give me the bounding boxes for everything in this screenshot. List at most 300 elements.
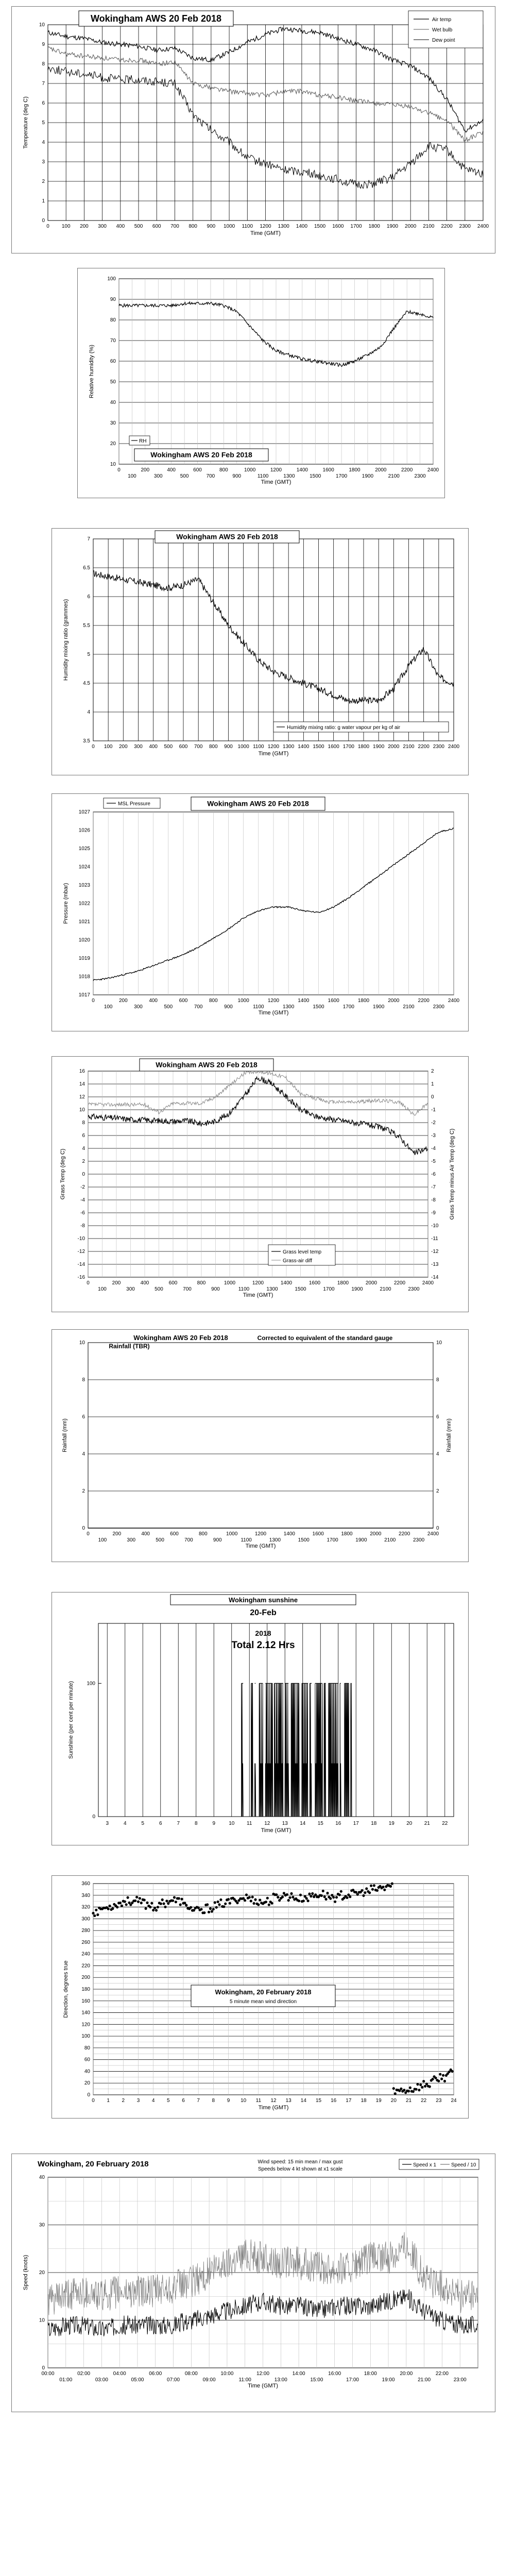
grass-y2-tick-label: -6 — [431, 1172, 436, 1177]
wspd-y-tick-label: 0 — [42, 2365, 45, 2371]
pres-x-tick-label: 2300 — [433, 1004, 444, 1010]
wdir-point — [422, 2080, 425, 2082]
wdir-point — [308, 1892, 311, 1895]
wdir-point — [419, 2083, 422, 2086]
wdir-point — [271, 1902, 273, 1905]
wspd-y-tick-label: 30 — [39, 2222, 45, 2228]
wdir-point — [146, 1902, 148, 1904]
wdir-point — [415, 2088, 418, 2091]
wdir-point — [305, 1897, 308, 1900]
sun-x-tick-label: 11 — [247, 1821, 252, 1826]
temp-y-tick-label: 5 — [42, 120, 45, 126]
rain-x-tick-label: 2100 — [384, 1537, 396, 1543]
mix-x-tick-label: 2400 — [448, 744, 460, 750]
grass-y2-tick-label: 1 — [431, 1081, 434, 1087]
temp-y-tick-label: 7 — [42, 81, 45, 87]
wdir-point — [107, 1908, 110, 1910]
wspd-subtitle: Wind speed: 15 min mean / max gust — [258, 2159, 343, 2165]
rh-x-tick-label: 2000 — [375, 467, 387, 473]
rh-x-tick-label: 1700 — [335, 473, 348, 479]
rh-x-tick-label: 2200 — [401, 467, 413, 473]
temp-x-tick-label: 700 — [170, 224, 179, 229]
wdir-y-tick-label: 220 — [81, 1963, 90, 1969]
wdir-point — [137, 1901, 140, 1903]
grass-x-tick-label: 1700 — [323, 1286, 335, 1292]
wdir-x-tick-label: 16 — [331, 2098, 337, 2104]
pres-x-tick-label: 1700 — [342, 1004, 354, 1010]
rain-y-tick-label: 6 — [82, 1414, 85, 1420]
wdir-point — [383, 1889, 386, 1891]
wdir-point — [227, 1898, 230, 1901]
pres-x-tick-label: 600 — [179, 998, 188, 1004]
wdir-point — [217, 1901, 219, 1903]
grass-y2-tick-label: -10 — [431, 1223, 439, 1229]
humidity-chart-panel — [77, 268, 445, 498]
sun-year: 2018 — [255, 1629, 271, 1637]
sun-x-tick-label: 17 — [353, 1821, 359, 1826]
rain-x-tick-label: 2300 — [413, 1537, 425, 1543]
wdir-point — [298, 1900, 300, 1902]
pressure-chart — [52, 794, 468, 1031]
rh-y-axis-label: Relative humidity (%) — [89, 345, 95, 398]
wspd-x-tick-label: 06:00 — [149, 2371, 162, 2377]
wdir-point — [421, 2086, 423, 2089]
wdir-point — [152, 1909, 154, 1911]
grass-x-axis-label: Time (GMT) — [243, 1292, 273, 1298]
mix-y-axis-label: Humidity mixing ratio (grammes) — [63, 599, 69, 681]
wdir-point — [218, 1903, 220, 1906]
wdir-point — [164, 1906, 166, 1908]
wdir-point — [335, 1896, 338, 1899]
temp-y-tick-label: 6 — [42, 100, 45, 106]
rain-x-tick-label: 100 — [98, 1537, 107, 1543]
pres-x-tick-label: 0 — [92, 998, 95, 1004]
wdir-y-tick-label: 320 — [81, 1904, 90, 1910]
sun-x-tick-label: 6 — [159, 1821, 162, 1826]
pres-y-tick-label: 1019 — [78, 956, 90, 961]
rain-y-tick-label: 4 — [82, 1451, 85, 1457]
pres-x-tick-label: 1100 — [253, 1004, 264, 1010]
wspd-x-tick-label: 19:00 — [382, 2377, 395, 2383]
pres-x-tick-label: 100 — [104, 1004, 113, 1010]
rh-x-tick-label: 900 — [232, 473, 242, 479]
mix-x-tick-label: 600 — [179, 744, 188, 750]
sun-x-tick-label: 14 — [300, 1821, 306, 1826]
wdir-point — [365, 1887, 368, 1890]
rain-x-tick-label: 700 — [184, 1537, 193, 1543]
wdir-point — [197, 1906, 200, 1909]
wspd-x-tick-label: 23:00 — [453, 2377, 467, 2383]
pres-x-tick-label: 2100 — [403, 1004, 415, 1010]
wdir-point — [149, 1906, 151, 1908]
mix-y-tick-label: 5 — [87, 652, 90, 657]
grass-x-tick-label: 1200 — [252, 1280, 264, 1286]
relative-humidity-chart — [78, 268, 444, 498]
wdir-point — [440, 2078, 443, 2080]
rh-x-tick-label: 1300 — [283, 473, 295, 479]
rain-x-tick-label: 1300 — [269, 1537, 281, 1543]
wdir-point — [299, 1894, 302, 1896]
wspd-x-tick-label: 04:00 — [113, 2371, 126, 2377]
sun-x-tick-label: 7 — [177, 1821, 180, 1826]
sun-x-tick-label: 13 — [282, 1821, 288, 1826]
grass-x-tick-label: 1900 — [351, 1286, 363, 1292]
rh-x-tick-label: 2100 — [388, 473, 400, 479]
rh-x-tick-label: 1800 — [349, 467, 360, 473]
grass-y-tick-label: 12 — [79, 1094, 85, 1100]
rh-x-tick-label: 600 — [193, 467, 202, 473]
rain-y-tick-label: 10 — [79, 1340, 85, 1346]
temp-x-tick-label: 200 — [80, 224, 89, 229]
rh-x-tick-label: 1400 — [296, 467, 308, 473]
wdir-point — [160, 1903, 162, 1905]
wdir-x-tick-label: 5 — [167, 2098, 170, 2104]
mixing-ratio-chart-panel — [52, 528, 469, 775]
wdir-point — [209, 1907, 212, 1910]
grass-y2-tick-label: -14 — [431, 1275, 439, 1280]
temp-x-tick-label: 1200 — [260, 224, 271, 229]
pres-x-tick-label: 1200 — [267, 998, 280, 1004]
wspd-x-tick-label: 18:00 — [364, 2371, 377, 2377]
grass-y-tick-label: 6 — [82, 1133, 85, 1139]
wdir-subtitle: 5 minute mean wind direction — [229, 1999, 297, 2005]
mix-x-tick-label: 500 — [164, 744, 173, 750]
rh-title: Wokingham AWS 20 Feb 2018 — [150, 450, 252, 459]
wspd-x-tick-label: 03:00 — [95, 2377, 108, 2383]
wdir-point — [134, 1900, 136, 1902]
pres-x-tick-label: 1600 — [328, 998, 339, 1004]
wdir-point — [155, 1909, 158, 1911]
pres-x-tick-label: 500 — [164, 1004, 173, 1010]
wdir-point — [370, 1885, 372, 1887]
wdir-point — [219, 1899, 222, 1901]
wdir-point — [428, 2086, 431, 2088]
wdir-point — [92, 1912, 94, 1914]
wdir-point — [248, 1896, 251, 1899]
temp-x-tick-label: 1400 — [296, 224, 308, 229]
mix-x-tick-label: 700 — [194, 744, 203, 750]
wdir-point — [407, 2090, 410, 2092]
mix-x-tick-label: 1800 — [357, 744, 370, 750]
wspd-x-tick-label: 02:00 — [77, 2371, 91, 2377]
pres-x-tick-label: 300 — [134, 1004, 143, 1010]
pres-y-tick-label: 1026 — [78, 827, 90, 834]
wind-direction-chart-panel — [52, 1875, 469, 2119]
wdir-point — [124, 1900, 126, 1903]
wdir-point — [382, 1886, 384, 1888]
rh-y-tick-label: 10 — [110, 462, 116, 467]
rain-x-tick-label: 2200 — [399, 1531, 410, 1537]
grass-y2-tick-label: -11 — [431, 1236, 438, 1242]
rh-x-tick-label: 1000 — [244, 467, 256, 473]
temp-x-tick-label: 1900 — [386, 224, 399, 229]
wdir-point — [434, 2077, 437, 2079]
wdir-point — [251, 1896, 254, 1899]
rainfall-chart-panel — [52, 1329, 469, 1562]
rain-y-tick-label: 8 — [82, 1377, 85, 1383]
wdir-point — [245, 1893, 248, 1896]
rh-x-tick-label: 200 — [141, 467, 150, 473]
wdir-point — [125, 1903, 128, 1906]
temp-legend-label-1: Wet bulb — [432, 27, 453, 33]
pres-y-tick-label: 1022 — [78, 901, 90, 907]
wdir-point — [135, 1896, 138, 1899]
rain-x-axis-label: Time (GMT) — [245, 1543, 276, 1549]
pres-x-tick-label: 1000 — [237, 998, 249, 1004]
rh-x-tick-label: 400 — [167, 467, 176, 473]
temp-x-tick-label: 2000 — [405, 224, 417, 229]
wdir-point — [173, 1896, 176, 1899]
wdir-point — [268, 1904, 270, 1906]
wdir-point — [326, 1892, 329, 1894]
wdir-point — [334, 1901, 336, 1903]
rainfall-chart — [52, 1330, 468, 1562]
wdir-point — [376, 1889, 379, 1892]
sun-bar — [302, 1683, 308, 1817]
grass-y-tick-label: 16 — [79, 1069, 85, 1074]
wdir-x-tick-label: 22 — [421, 2098, 427, 2104]
rain-y2-tick-label: 2 — [436, 1488, 439, 1494]
grass-x-tick-label: 200 — [112, 1280, 121, 1286]
wdir-x-tick-label: 14 — [300, 2098, 306, 2104]
mix-x-tick-label: 2200 — [418, 744, 430, 750]
rh-legend-label: RH — [139, 438, 147, 444]
wdir-point — [437, 2080, 440, 2082]
pres-y-tick-label: 1018 — [78, 974, 90, 980]
wdir-point — [208, 1911, 210, 1913]
wdir-y-tick-label: 200 — [81, 1975, 90, 1981]
rh-x-tick-label: 2300 — [414, 473, 426, 479]
wspd-legend-label-1: Speed / 10 — [451, 2162, 476, 2168]
wdir-x-tick-label: 19 — [375, 2098, 382, 2104]
rh-x-tick-label: 100 — [128, 473, 136, 479]
rain-x-tick-label: 300 — [127, 1537, 136, 1543]
mix-x-tick-label: 1000 — [237, 744, 249, 750]
wdir-point — [340, 1890, 342, 1893]
sun-x-tick-label: 10 — [229, 1821, 235, 1826]
rain-y2-tick-label: 10 — [436, 1340, 442, 1346]
wdir-point — [332, 1896, 335, 1899]
pres-x-axis-label: Time (GMT) — [258, 1010, 289, 1016]
wspd-x-tick-label: 13:00 — [274, 2377, 287, 2383]
wspd-x-tick-label: 01:00 — [59, 2377, 73, 2383]
wdir-point — [439, 2073, 441, 2076]
temp-y-tick-label: 10 — [39, 22, 45, 28]
mix-x-tick-label: 1400 — [298, 744, 310, 750]
sun-x-tick-label: 19 — [388, 1821, 394, 1826]
wdir-point — [290, 1892, 293, 1895]
grass-x-tick-label: 1300 — [266, 1286, 278, 1292]
temp-x-tick-label: 2300 — [459, 224, 471, 229]
rain-x-tick-label: 1500 — [298, 1537, 310, 1543]
wdir-point — [257, 1903, 260, 1906]
temp-x-tick-label: 0 — [46, 224, 49, 229]
wdir-point — [281, 1895, 284, 1898]
temp-x-tick-label: 600 — [152, 224, 161, 229]
wdir-point — [254, 1899, 256, 1901]
rain-x-tick-label: 200 — [112, 1531, 122, 1537]
mix-y-tick-label: 6.5 — [83, 565, 90, 571]
temp-x-tick-label: 1800 — [368, 224, 380, 229]
temp-y-tick-label: 8 — [42, 61, 45, 67]
pressure-chart-panel — [52, 793, 469, 1031]
rain-y-tick-label: 2 — [82, 1488, 85, 1494]
wdir-point — [307, 1900, 310, 1902]
wdir-point — [127, 1896, 129, 1899]
wdir-point — [236, 1902, 238, 1904]
grass-y-tick-label: 2 — [82, 1159, 85, 1164]
mix-y-tick-label: 6 — [87, 594, 90, 600]
wdir-point — [259, 1899, 261, 1901]
pres-y-tick-label: 1024 — [78, 864, 90, 870]
wdir-point — [400, 2088, 402, 2090]
grass-y-tick-label: -14 — [77, 1262, 85, 1267]
wspd-y-tick-label: 20 — [39, 2270, 45, 2276]
sun-y-tick-label: 100 — [87, 1681, 95, 1687]
wdir-point — [291, 1896, 294, 1899]
wdir-y-tick-label: 260 — [81, 1939, 90, 1945]
wdir-point — [96, 1913, 99, 1916]
grass-y2-tick-label: -7 — [431, 1184, 436, 1190]
rain-y2-axis-label: Rainfall (mm) — [446, 1418, 452, 1452]
pres-x-tick-label: 400 — [149, 998, 158, 1004]
wdir-x-tick-label: 0 — [92, 2098, 95, 2104]
rh-y-tick-label: 60 — [110, 359, 116, 364]
mix-x-tick-label: 800 — [209, 744, 218, 750]
rain-y-tick-label: 0 — [82, 1526, 85, 1531]
grass-x-tick-label: 800 — [197, 1280, 206, 1286]
wspd-x-tick-label: 16:00 — [328, 2371, 341, 2377]
temp-x-tick-label: 2200 — [441, 224, 453, 229]
wdir-point — [320, 1894, 323, 1897]
wdir-point — [394, 2092, 397, 2095]
wdir-point — [265, 1901, 267, 1903]
sun-bar — [255, 1764, 256, 1817]
grass-x-tick-label: 2300 — [408, 1286, 420, 1292]
sun-x-tick-label: 5 — [141, 1821, 145, 1826]
sun-x-tick-label: 20 — [406, 1821, 413, 1826]
wspd-x-tick-label: 11:00 — [238, 2377, 251, 2383]
wdir-point — [289, 1896, 291, 1899]
wdir-point — [179, 1903, 182, 1906]
wdir-point — [206, 1903, 209, 1906]
pres-y-tick-label: 1021 — [78, 919, 90, 925]
sun-x-axis-label: Time (GMT) — [261, 1827, 291, 1834]
wdir-y-tick-label: 60 — [84, 2057, 90, 2063]
wdir-y-tick-label: 20 — [84, 2080, 90, 2087]
wspd-x-tick-label: 07:00 — [167, 2377, 180, 2383]
pres-y-tick-label: 1023 — [78, 883, 90, 888]
wdir-point — [116, 1906, 118, 1908]
sun-x-tick-label: 15 — [317, 1821, 323, 1826]
rh-y-tick-label: 70 — [110, 338, 116, 344]
rain-y2-tick-label: 6 — [436, 1414, 439, 1420]
pres-y-tick-label: 1027 — [78, 809, 90, 815]
wdir-y-tick-label: 160 — [81, 1998, 90, 2004]
pres-x-tick-label: 1400 — [298, 998, 310, 1004]
grass-x-tick-label: 500 — [154, 1286, 163, 1292]
wdir-point — [443, 2080, 446, 2082]
wdir-point — [203, 1911, 205, 1914]
temp-y-tick-label: 1 — [42, 198, 45, 204]
rh-y-tick-label: 40 — [110, 400, 116, 405]
wdir-point — [111, 1907, 114, 1910]
rain-x-tick-label: 500 — [156, 1537, 164, 1543]
grass-x-tick-label: 1500 — [295, 1286, 306, 1292]
mix-y-tick-label: 3.5 — [83, 738, 90, 744]
wspd-x-tick-label: 08:00 — [184, 2371, 198, 2377]
wdir-point — [212, 1908, 215, 1910]
wdir-point — [183, 1902, 186, 1904]
plot-area — [88, 1343, 433, 1528]
rh-y-tick-label: 90 — [110, 297, 116, 302]
wdir-x-tick-label: 7 — [197, 2098, 200, 2104]
wdir-point — [266, 1897, 269, 1900]
wspd-x-tick-label: 10:00 — [220, 2371, 234, 2377]
mix-x-tick-label: 100 — [104, 744, 113, 750]
wdir-point — [310, 1895, 312, 1897]
wdir-x-tick-label: 6 — [182, 2098, 185, 2104]
rh-x-tick-label: 1900 — [362, 473, 374, 479]
grass-y-tick-label: -10 — [77, 1236, 85, 1242]
grass-y2-tick-label: -3 — [431, 1133, 436, 1139]
wdir-point — [424, 2085, 426, 2088]
mix-x-tick-label: 1300 — [283, 744, 295, 750]
wdir-point — [409, 2087, 411, 2089]
sun-x-tick-label: 9 — [212, 1821, 216, 1826]
wdir-point — [322, 1890, 324, 1892]
wdir-point — [250, 1900, 252, 1902]
wspd-x-tick-label: 14:00 — [292, 2371, 305, 2377]
rh-x-tick-label: 1200 — [270, 467, 282, 473]
grass-temperature-chart — [52, 1057, 468, 1312]
grass-y-axis-label: Grass Temp (deg C) — [60, 1148, 66, 1200]
grass-y-tick-label: -6 — [80, 1210, 85, 1216]
pres-x-tick-label: 2200 — [418, 998, 430, 1004]
wdir-y-tick-label: 340 — [81, 1892, 90, 1899]
sun-title: Wokingham sunshine — [228, 1596, 298, 1604]
wdir-point — [311, 1892, 314, 1895]
wdir-point — [368, 1891, 371, 1894]
temp-x-tick-label: 1600 — [332, 224, 344, 229]
temp-x-tick-label: 100 — [61, 224, 71, 229]
wspd-title: Wokingham, 20 February 2018 — [38, 2160, 149, 2168]
grass-y-tick-label: -4 — [80, 1197, 85, 1203]
wspd-x-tick-label: 15:00 — [310, 2377, 323, 2383]
grass-x-tick-label: 2000 — [365, 1280, 377, 1286]
temperature-chart — [12, 7, 495, 253]
rh-x-axis-label: Time (GMT) — [261, 479, 291, 485]
grass-x-tick-label: 1000 — [224, 1280, 236, 1286]
wdir-point — [143, 1899, 146, 1901]
pres-x-tick-label: 800 — [209, 998, 218, 1004]
grass-y-tick-label: 8 — [82, 1120, 85, 1126]
wdir-point — [121, 1905, 123, 1907]
sun-total: Total 2.12 Hrs — [231, 1640, 295, 1651]
grass-x-tick-label: 2200 — [393, 1280, 406, 1286]
sun-x-tick-label: 22 — [442, 1821, 448, 1826]
temp-title: Wokingham AWS 20 Feb 2018 — [90, 13, 222, 24]
wdir-x-tick-label: 11 — [255, 2098, 262, 2104]
grass-x-tick-label: 0 — [87, 1280, 90, 1286]
grass-x-tick-label: 700 — [183, 1286, 192, 1292]
sun-x-tick-label: 4 — [123, 1821, 127, 1826]
rain-x-tick-label: 1400 — [283, 1531, 295, 1537]
sun-y-tick-label: 0 — [92, 1814, 95, 1820]
pres-x-tick-label: 200 — [118, 998, 128, 1004]
wdir-y-tick-label: 240 — [81, 1951, 90, 1957]
mix-y-tick-label: 4.5 — [83, 681, 90, 686]
